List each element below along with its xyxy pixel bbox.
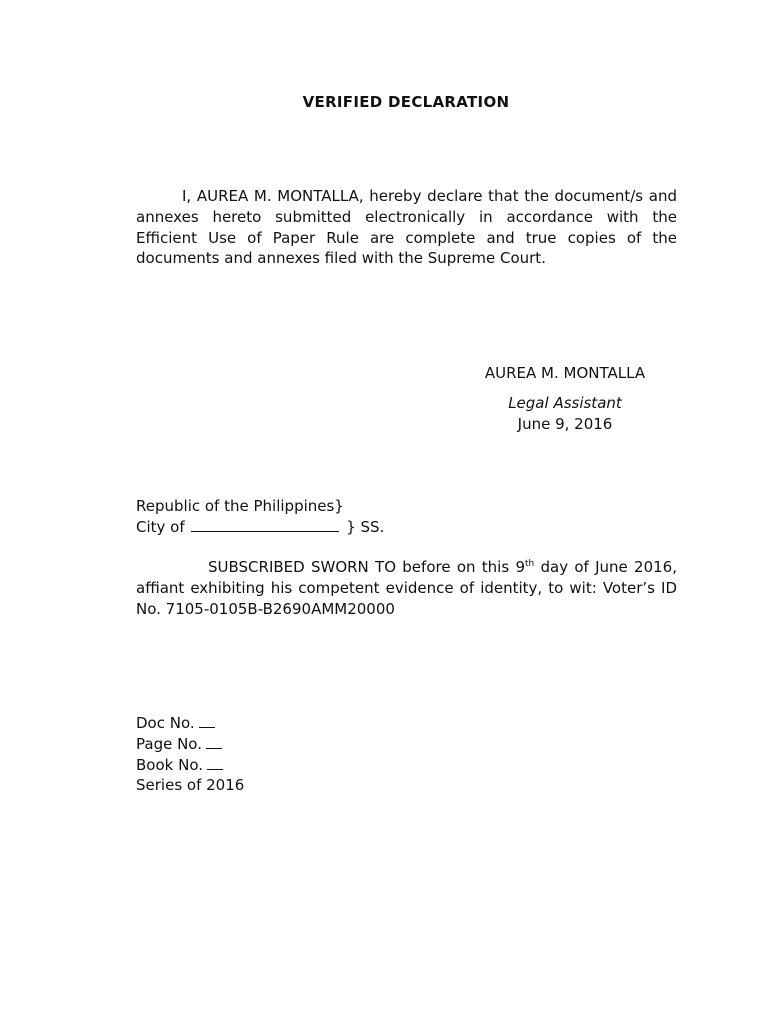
jurat-text-start: SUBSCRIBED SWORN TO before on this 9 (208, 558, 525, 576)
document-title: VERIFIED DECLARATION (302, 93, 510, 111)
book-no-line (136, 755, 244, 776)
jurat-text-end: day of June 2016, affiant exhibiting his competent evidence of identity, to wit: Voter’s ID No. 7105-0105B-B2690AMM20000 (136, 558, 677, 618)
signature-date: June 9, 2016 (517, 414, 613, 433)
venue-city-prefix: City of (136, 517, 190, 536)
venue-block (136, 496, 536, 538)
page-no-line (136, 734, 244, 755)
venue-city-line (136, 517, 536, 538)
signatory-name: AUREA M. MONTALLA (484, 364, 646, 382)
city-blank-line (191, 517, 339, 532)
book-no-blank (207, 756, 223, 770)
declaration-paragraph: I, AUREA M. MONTALLA, hereby declare that the document/s and annexes hereto submitted electronically in accordance with the Efficient Use of Paper Rule are complete and true copies of the documents and annexes filed with the Supreme Court. (136, 187, 677, 268)
doc-no-line (136, 713, 244, 734)
page-no-label: Page No. (136, 734, 202, 753)
page-no-blank (206, 735, 222, 749)
venue-country: Republic of the Philippines} (136, 497, 344, 515)
venue-city-suffix: } SS. (346, 517, 385, 536)
jurat-paragraph (136, 557, 677, 619)
signature-block (440, 363, 690, 434)
doc-no-label: Doc No. (136, 714, 195, 732)
jurat-ordinal-suffix: th (525, 559, 535, 569)
doc-no-blank (199, 714, 215, 728)
signatory-role: Legal Assistant (508, 393, 622, 412)
book-no-label: Book No. (136, 755, 204, 774)
notarial-register-block (136, 713, 244, 796)
series-line: Series of 2016 (136, 776, 245, 795)
